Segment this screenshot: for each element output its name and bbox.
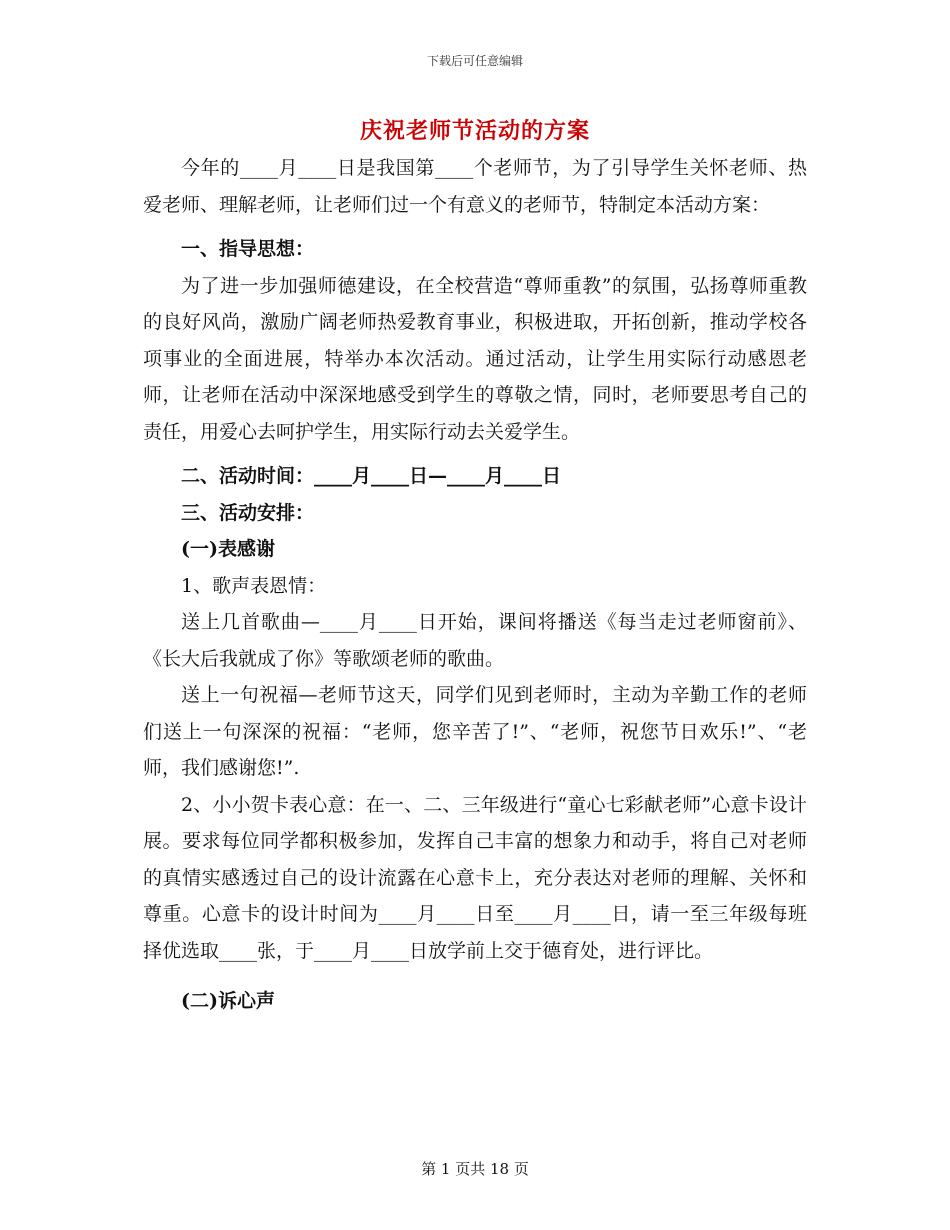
guiding-thought-paragraph: 为了进一步加强师德建设，在全校营造“尊师重教”的氛围，弘扬尊师重教的良好风尚，激励广阔老师热爱教育事业，积极进取，开拓创新，推动学校各项事业的全面进展，特举办本次活动。通过活动，让学生用实际行动感恩老师，让老师在活动中深深地感受到学生的尊敬之情，同时，老师要思考自己的责任，用爱心去呵护学生，用实际行动去关爱学生。: [143, 274, 807, 443]
subsection-heading-thanks: (一)表感谢: [181, 538, 275, 560]
songs-paragraph: 送上几首歌曲—____月____日开始，课间将播送《每当走过老师窗前》、《长大后我就成了你》等歌颂老师的歌曲。: [143, 611, 807, 670]
document-title: 庆祝老师节活动的方案: [359, 118, 590, 144]
intro-paragraph: 今年的____月____日是我国第____个老师节，为了引导学生关怀老师、热爱老师、理解老师，让老师们过一个有意义的老师节，特制定本活动方案：: [143, 157, 807, 216]
section-heading-guiding-thought: 一、指导思想：: [181, 238, 315, 260]
blessing-paragraph: 送上一句祝福—老师节这天，同学们见到老师时，主动为辛勤工作的老师们送上一句深深的祝福：“老师，您辛苦了!”、“老师，祝您节日欢乐!”、“老师，我们感谢您!”.: [143, 684, 807, 779]
section-heading-activity-time: 二、活动时间：____月____日—____月____日: [181, 465, 562, 487]
document-body: [143, 150, 807, 1020]
page-footer: 第 1 页共 18 页: [421, 1160, 529, 1178]
item-heading-songs: 1、歌声表恩情：: [181, 574, 327, 597]
subsection-heading-voice: (二)诉心声: [181, 990, 275, 1012]
greeting-card-paragraph: 2、小小贺卡表心意：在一、二、三年级进行“童心七彩献老师”心意卡设计展。要求每位同学都积极参加，发挥自己丰富的想象力和动手，将自己对老师的真情实感透过自己的设计流露在心意卡上，充分表达对老师的理解、关怀和尊重。心意卡的设计时间为____月____日至____月____日，请一至三年级每班择优选取____张，于____月____日放学前上交于德育处，进行评比。: [143, 793, 807, 962]
page-header-note: 下载后可任意编辑: [426, 54, 523, 68]
section-heading-activity-arrangement: 三、活动安排：: [181, 501, 315, 524]
